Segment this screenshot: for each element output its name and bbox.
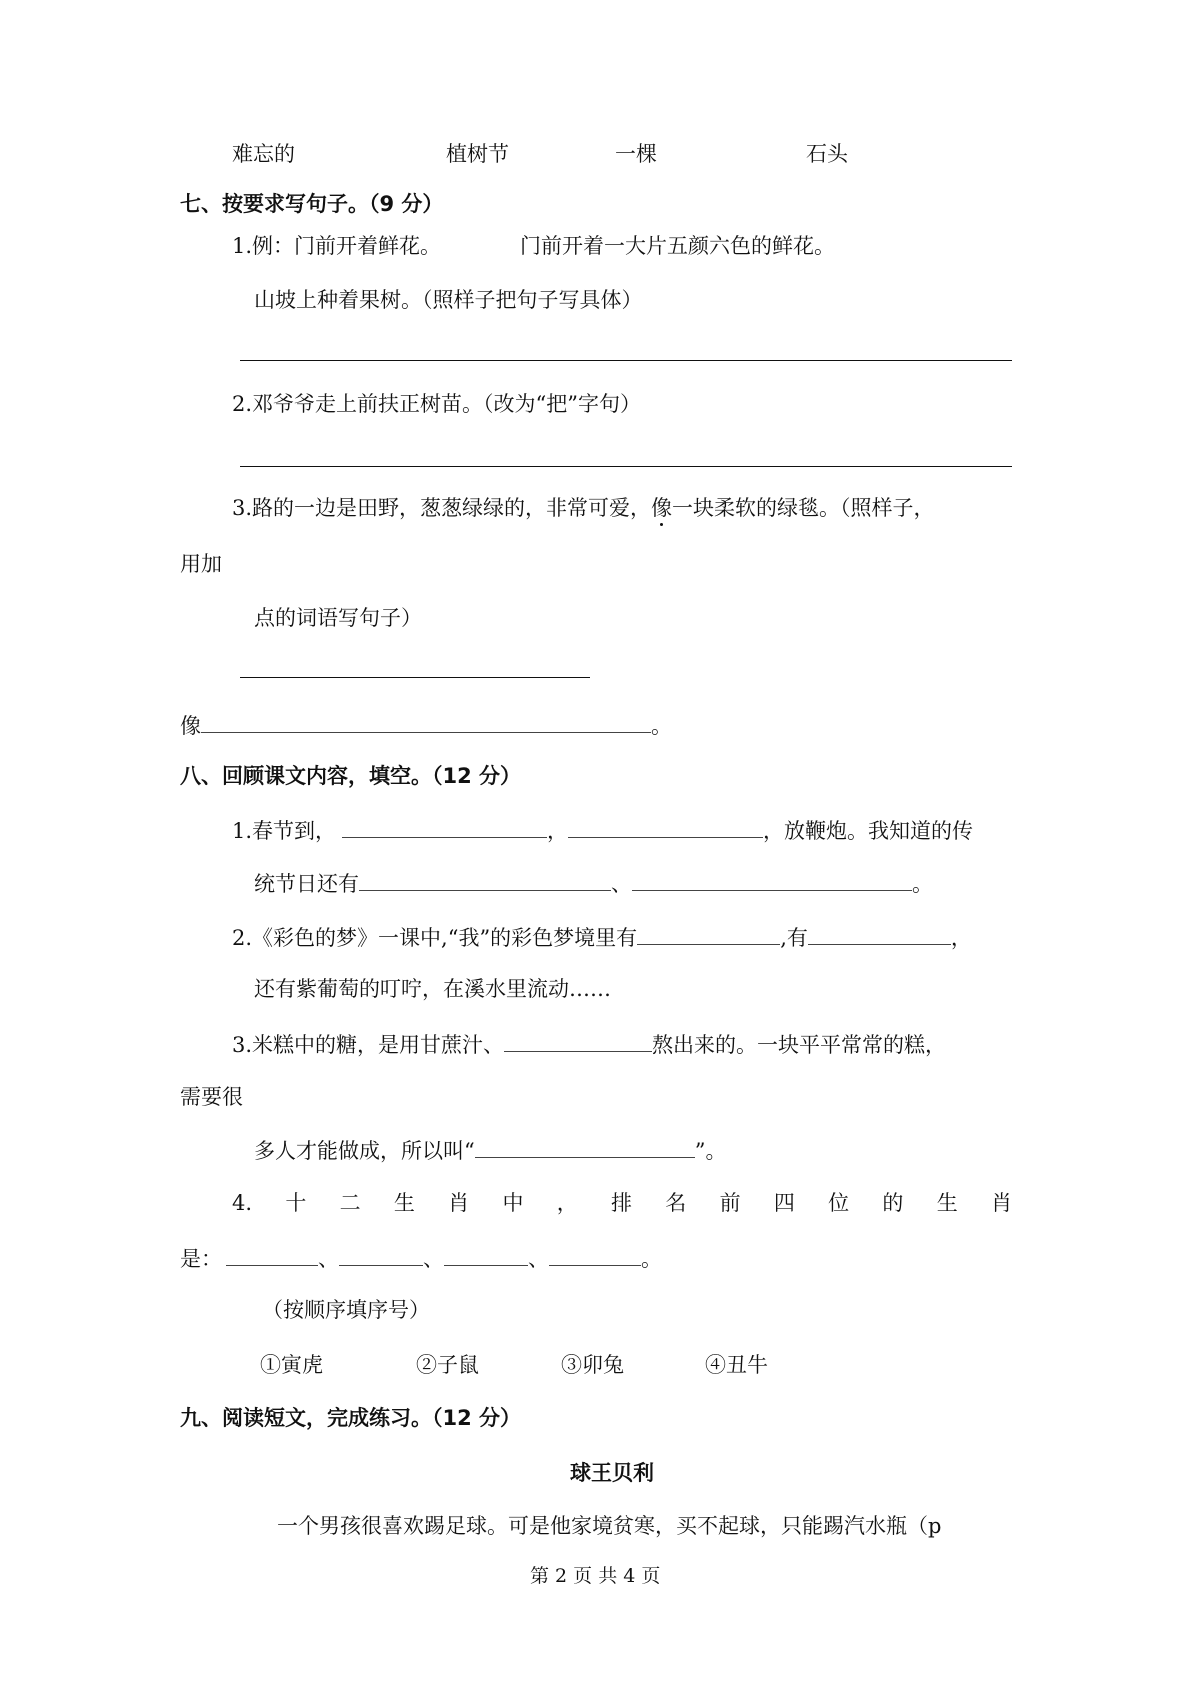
s7-q3-end: 。 xyxy=(651,714,672,738)
s8-q1-end: 。 xyxy=(912,872,933,896)
s8-q4-char: 十 xyxy=(285,1191,307,1215)
s8-q1-line2 xyxy=(254,868,933,898)
s8-q3-blank-1[interactable] xyxy=(504,1029,652,1052)
s8-q4-sep: 、 xyxy=(423,1247,444,1271)
section-9-heading: 九、阅读短文，完成练习。（12 分） xyxy=(180,1406,522,1430)
s8-q4-end: 。 xyxy=(641,1247,662,1271)
s8-q3-d: ”。 xyxy=(694,1139,727,1163)
s8-q4-option-1: ①寅虎 xyxy=(260,1353,323,1377)
s7-q2-answer-line[interactable] xyxy=(240,466,1012,467)
s8-q2-c: ， xyxy=(950,926,972,950)
s7-q3-task xyxy=(232,494,935,522)
s7-q3-wrap: 用加 xyxy=(180,552,222,576)
section-7-heading: 七、按要求写句子。（9 分） xyxy=(180,192,444,216)
s8-q4-line2 xyxy=(180,1243,662,1273)
s8-q2-line1 xyxy=(232,922,972,952)
section-8-heading: 八、回顾课文内容，填空。（12 分） xyxy=(180,764,522,788)
s8-q4-char: 生 xyxy=(393,1191,415,1215)
s8-q3-line2 xyxy=(254,1135,727,1165)
word-4: 石头 xyxy=(806,142,848,166)
s7-q3-cont: 点的词语写句子） xyxy=(254,606,422,630)
s8-q4-b: 是： xyxy=(180,1247,222,1271)
s8-q2-line2: 还有紫葡萄的叮咛，在溪水里流动…… xyxy=(254,977,611,1001)
s7-q3-answer-line-1[interactable] xyxy=(240,677,590,678)
s8-q4-char: ， xyxy=(556,1191,578,1215)
s8-q3-c: 多人才能做成，所以叫“ xyxy=(254,1139,475,1163)
s8-q1-sep: 、 xyxy=(611,872,632,896)
s8-q4-char: 的 xyxy=(882,1191,904,1215)
s8-q4-blank-4[interactable] xyxy=(549,1243,641,1266)
s8-q4-char: 名 xyxy=(665,1191,687,1215)
s8-q4-line1 xyxy=(232,1189,1012,1217)
s8-q2-b: ,有 xyxy=(780,926,808,950)
s8-q4-note: （按顺序填序号） xyxy=(262,1298,430,1322)
s8-q3-wrap: 需要很 xyxy=(180,1085,243,1109)
page-number: 第 2 页 共 4 页 xyxy=(530,1565,661,1587)
word-2: 植树节 xyxy=(446,142,509,166)
s8-q4-char: 肖 xyxy=(990,1191,1012,1215)
s7-q3-dotted-word: 像 xyxy=(651,496,673,520)
s8-q4-blank-2[interactable] xyxy=(339,1243,423,1266)
s7-q3-pre: 3.路的一边是田野，葱葱绿绿的，非常可爱， xyxy=(232,496,652,520)
s8-q4-char: 4. xyxy=(232,1191,253,1215)
s8-q1-b: ，放鞭炮。我知道的传 xyxy=(763,819,974,843)
s8-q4-sep: 、 xyxy=(318,1247,339,1271)
s8-q4-char: 排 xyxy=(611,1191,633,1215)
s8-q1-blank-3[interactable] xyxy=(359,868,611,891)
s7-q1-task: 山坡上种着果树。（照样子把句子写具体） xyxy=(254,288,643,312)
s8-q4-char: 中 xyxy=(502,1191,524,1215)
s8-q3-line1 xyxy=(232,1029,946,1059)
passage-title: 球王贝利 xyxy=(570,1461,654,1485)
s7-q3-like-line xyxy=(180,710,672,740)
s8-q4-sep: 、 xyxy=(528,1247,549,1271)
s8-q4-char: 前 xyxy=(719,1191,741,1215)
s8-q1-c: 统节日还有 xyxy=(254,872,359,896)
s7-q1-example-b: 门前开着一大片五颜六色的鲜花。 xyxy=(520,234,835,258)
s8-q4-char: 位 xyxy=(828,1191,850,1215)
s7-q3-answer-line-2[interactable] xyxy=(201,710,651,733)
s8-q4-option-3: ③卯兔 xyxy=(561,1353,624,1377)
passage-paragraph-1: 一个男孩很喜欢踢足球。可是他家境贫寒，买不起球，只能踢汽水瓶（p xyxy=(277,1514,942,1538)
s8-q1-comma: ， xyxy=(547,819,569,843)
s8-q4-option-4: ④丑牛 xyxy=(705,1353,768,1377)
s7-q1-answer-line[interactable] xyxy=(240,360,1012,361)
s8-q4-char: 二 xyxy=(339,1191,361,1215)
s8-q4-char: 生 xyxy=(936,1191,958,1215)
s8-q1-blank-1[interactable] xyxy=(342,815,547,838)
s8-q3-a: 3.米糕中的糖，是用甘蔗汁、 xyxy=(232,1033,505,1057)
s7-q2-task: 2.邓爷爷走上前扶正树苗。（改为“把”字句） xyxy=(232,392,642,416)
s8-q4-blank-3[interactable] xyxy=(444,1243,528,1266)
s8-q4-option-2: ②子鼠 xyxy=(416,1353,479,1377)
s8-q4-char: 四 xyxy=(773,1191,795,1215)
s8-q3-b: 熬出来的。一块平平常常的糕， xyxy=(652,1033,947,1057)
word-3: 一棵 xyxy=(615,142,657,166)
s8-q2-a: 2.《彩色的梦》一课中,“我”的彩色梦境里有 xyxy=(232,926,638,950)
s8-q4-blank-1[interactable] xyxy=(226,1243,318,1266)
s8-q3-blank-2[interactable] xyxy=(475,1135,695,1158)
s7-q3-like: 像 xyxy=(180,714,201,738)
word-1: 难忘的 xyxy=(232,142,295,166)
s8-q4-char: 肖 xyxy=(448,1191,470,1215)
s8-q2-blank-1[interactable] xyxy=(637,922,780,945)
s8-q1-blank-2[interactable] xyxy=(568,815,763,838)
s8-q1-line1 xyxy=(232,815,973,845)
s8-q2-blank-2[interactable] xyxy=(808,922,951,945)
s7-q1-example-a: 1.例：门前开着鲜花。 xyxy=(232,234,442,258)
s7-q3-post: 一块柔软的绿毯。（照样子， xyxy=(672,496,935,520)
s8-q1-a: 1.春节到， xyxy=(232,819,337,843)
s8-q1-blank-4[interactable] xyxy=(632,868,912,891)
